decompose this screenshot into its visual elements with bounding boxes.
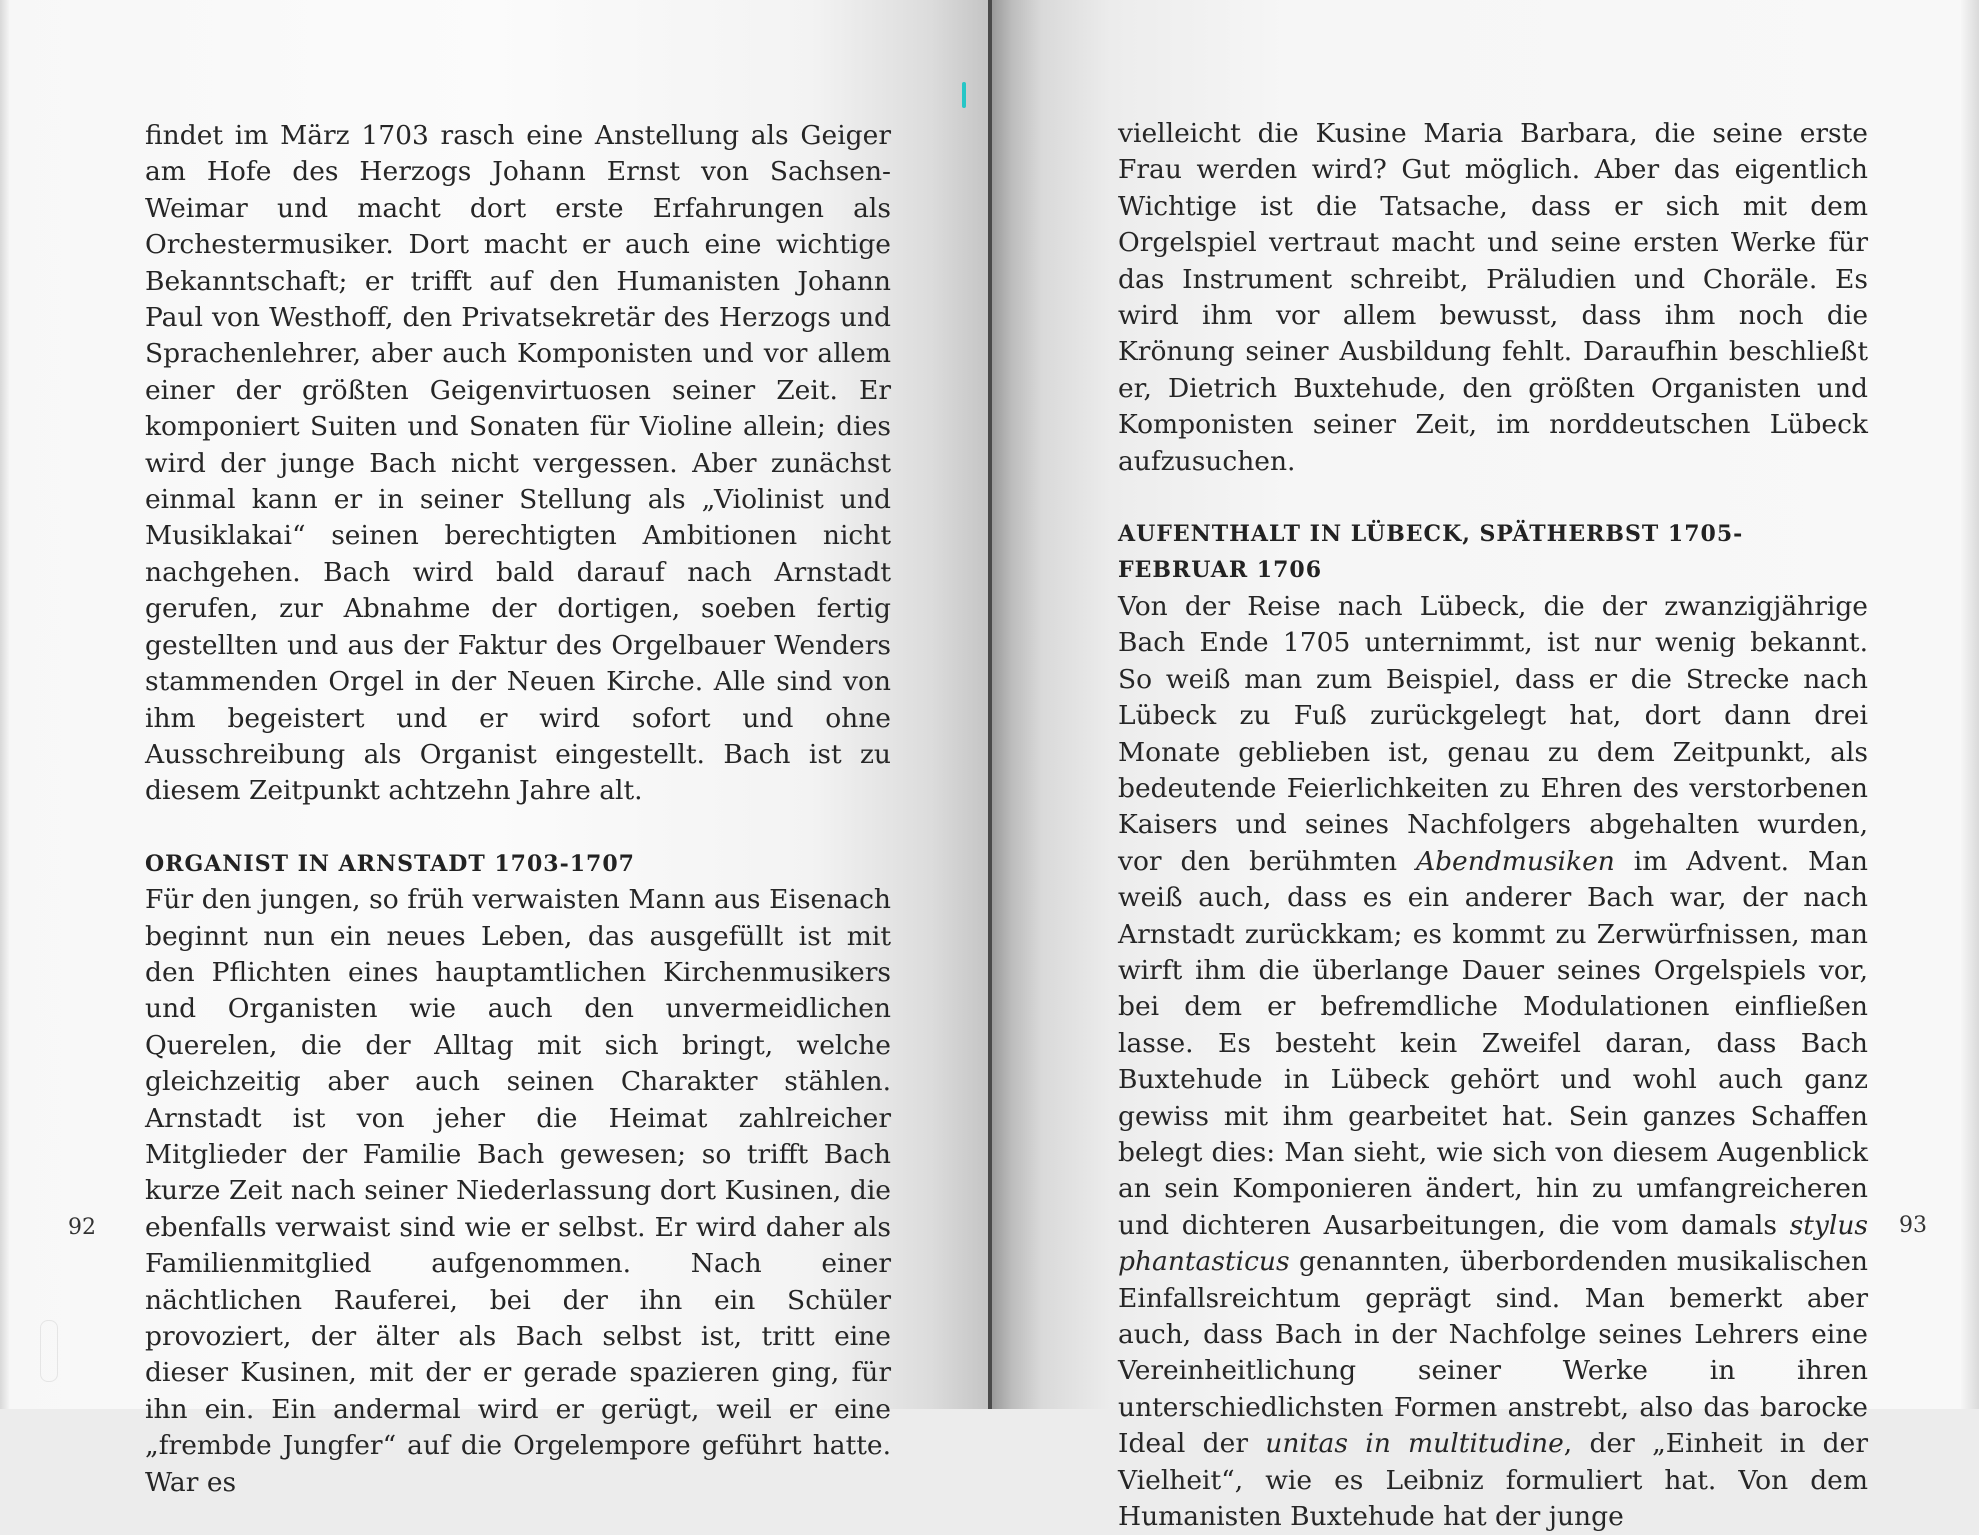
right-paragraph-2 bbox=[1118, 589, 1868, 1535]
paragraph-text: genannten, überbordenden musikalischen Einfallsreichtum geprägt sind. Man bemerkt aber auch, dass Bach in der Nachfolge seines Lehrers eine Vereinheitlichung seiner Werke in ihren unterschiedlichsten Formen anstrebt, also das barocke Ideal der bbox=[1118, 1246, 1868, 1460]
paragraph-text: Von der Reise nach Lübeck, die der zwanzigjährige Bach Ende 1705 unternimmt, ist nur wenig bekannt. So weiß man zum Beispiel, dass er die Strecke nach Lübeck zu Fuß zurückgelegt hat, dort dann drei Monate geblieben ist, genau zu dem Zeitpunkt, als bedeutende Feierlichkeiten zu Ehren des verstorbenen Kaisers und seines Nachfolgers abgehalten wurden, vor den berühmten bbox=[1118, 590, 1868, 877]
right-text-block bbox=[1118, 116, 1868, 1535]
right-paragraph-1: vielleicht die Kusine Maria Barbara, die seine erste Frau werden wird? Gut möglich. Aber das eigentlich Wichtige ist die Tatsache, dass er sich mit dem Orgelspiel vertraut macht und seine ersten Werke für das Instrument schreibt, Präludien und Choräle. Es wird ihm vor allem bewusst, dass ihm noch die Krönung seiner Ausbildung fehlt. Daraufhin beschließt er, Dietrich Buxtehude, den größten Organisten und Komponisten seiner Zeit, im norddeutschen Lübeck aufzusuchen. bbox=[1118, 118, 1868, 477]
page-number-right: 93 bbox=[1899, 1213, 1927, 1238]
section-heading-luebeck: AUFENTHALT IN LÜBECK, SPÄTHERBST 1705- FEBRUAR 1706 bbox=[1118, 521, 1744, 584]
section-spacer bbox=[145, 810, 891, 846]
left-text-block bbox=[145, 118, 891, 1501]
section-spacer bbox=[1118, 480, 1868, 516]
italic-term-stylus: stylus phantasticus bbox=[1118, 1209, 1868, 1278]
left-page bbox=[0, 0, 990, 1498]
scan-smudge bbox=[40, 1320, 58, 1382]
left-paragraph-2: Für den jungen, so früh verwaisten Mann aus Eisenach beginnt nun ein neues Leben, das ausgefüllt ist mit den Pflichten eines hauptamtlichen Kirchenmusikers und Organisten wie auch den unvermeidlichen Querelen, die der Alltag mit sich bringt, welche gleichzeitig aber auch seinen Charakter stählen. Arnstadt ist von jeher die Heimat zahlreicher Mitglieder der Familie Bach gewesen; so trifft Bach kurze Zeit nach seiner Niederlassung dort Kusinen, die ebenfalls verwaist sind wie er selbst. Er wird daher als Familienmitglied aufgenommen. Nach einer nächtlichen Rauferei, bei der ihn ein Schüler provoziert, der älter als Bach selbst ist, tritt eine dieser Kusinen, mit der er gerade spazieren ging, für ihn ein. Ein andermal wird er gerügt, weil er eine „frembde Jungfer“ auf die Orgelempore geführt hatte. War es bbox=[145, 884, 891, 1498]
italic-term-unitas: unitas in multitudine bbox=[1265, 1428, 1564, 1460]
page-number-left: 92 bbox=[68, 1215, 96, 1240]
paragraph-text: , der „Einheit in der Vielheit“, wie es Leibniz formuliert hat. Von dem Humanisten Buxtehude hat der junge bbox=[1118, 1428, 1868, 1533]
left-paragraph-1: findet im März 1703 rasch eine Anstellung als Geiger am Hofe des Herzogs Johann Ernst von Sachsen-Weimar und macht dort erste Erfahrungen als Orchestermusiker. Dort macht er auch eine wichtige Bekanntschaft; er trifft auf den Humanisten Johann Paul von Westhoff, den Privatsekretär des Herzogs und Sprachenlehrer, aber auch Komponisten und vor allem einer der größten Geigenvirtuosen seiner Zeit. Er komponiert Suiten und Sonaten für Violine allein; dies wird der junge Bach nicht vergessen. Aber zunächst einmal kann er in seiner Stellung als „Violinist und Musiklakai“ seinen berechtigten Ambitionen nicht nachgehen. Bach wird bald darauf nach Arnstadt gerufen, zur Abnahme der dortigen, soeben fertig gestellten und aus der Faktur des Orgelbauer Wenders stammenden Orgel in der Neuen Kirche. Alle sind von ihm begeistert und er wird sofort und ohne Ausschreibung als Organist eingestellt. Bach ist zu diesem Zeitpunkt achtzehn Jahre alt. bbox=[145, 120, 891, 807]
section-heading-organist: ORGANIST IN ARNSTADT 1703-1707 bbox=[145, 850, 635, 877]
right-page-edge bbox=[1961, 0, 1979, 1409]
left-page-edge bbox=[0, 0, 10, 1409]
paragraph-text: im Advent. Man weiß auch, dass es ein anderer Bach war, der nach Arnstadt zurückkam; es kommt zu Zerwürfnissen, man wirft ihm die überlange Dauer seines Orgelspiels vor, bei dem er befremdliche Modulationen einfließen lasse. Es besteht kein Zweifel daran, dass Bach Buxtehude in Lübeck gehört und wohl auch ganz gewiss mit ihm gearbeitet hat. Sein ganzes Schaffen belegt dies: Man sieht, wie sich von diesem Augenblick an sein Komponieren ändert, hin zu umfangreicheren und dichteren Ausarbeitungen, die vom damals bbox=[1118, 845, 1868, 1241]
bookmark-marker bbox=[962, 82, 966, 108]
italic-term-abendmusiken: Abendmusiken bbox=[1415, 845, 1615, 877]
